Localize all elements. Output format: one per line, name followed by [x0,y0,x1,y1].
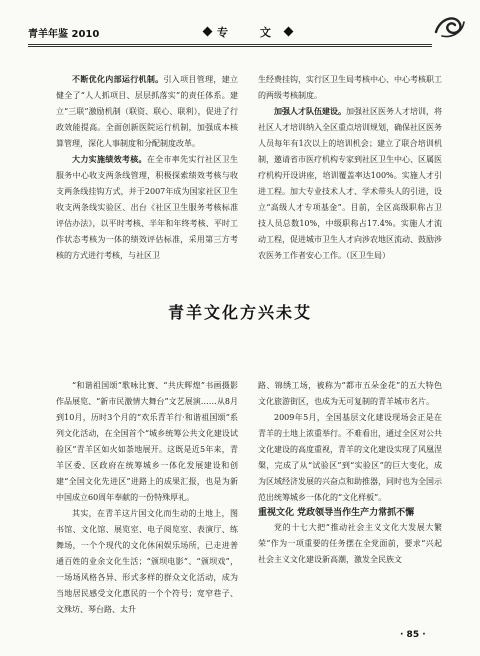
article-title: 青羊文化方兴未艾 [167,303,312,322]
section-label: 专 文 [204,24,292,40]
paragraph: 其实，在青羊这片国文化而生动的土地上，图书馆、文化馆、展览室、电子阅览室、表演厅、练舞场，一个个现代的文化休闲娱乐场所，已走进普通百姓的业余文化生活；“颁坝电影”、“颁坝戏”，一场场风格各异、形式多样的群众文化活动，成为当地居民感受文化惠民的一个个符号；宽窄巷子、文殊坊、琴台路、太升 [56,509,238,614]
paragraph: 党的十七大把“推动社会主义文化大发展大繁荣”作为一项重要的任务摆在全党面前，要求“兴起社会主义文化建设新高潮，激发全民族文 [258,523,442,564]
paragraph-text: 引入项目管理，建立健全了“人人抓项目、层层抓落实”的责任体系。建立“三联”激励机制（联资、联心、联利），促进了行政效能提高。全面创新医院运行机制，加强成本核算管理，深化人事制度和分配制度改革。 [56,75,239,148]
paragraph [56,152,238,264]
paragraph-text: 在全市率先实行社区卫生服务中心收支两条线管理，积极探索绩效考核与收支两条线挂钩方式，并于2007年成为国家社区卫生收支两条线实验区、出台《社区卫生服务考核标准评估办法》，以平时考核、半年和年终考核、平时工作状态考核为一体的绩效评估标准，采用第三方考核的方式进行考核，与社区卫 [56,155,239,260]
paragraph [258,104,442,264]
top-left-column [56,72,238,264]
running-header [28,18,432,47]
top-right-column [258,72,442,264]
paragraph: 路、锦绣工场，被称为“都市五朵金花”的五大特色文化旅游街区，也成为无可复制的青羊城市名片。 [258,381,442,406]
paragraph-lead: 大力实施绩效考核。 [72,155,147,164]
yearbook-title: 青羊年鉴 2010 [28,29,100,40]
paragraph-lead: 加强人才队伍建设。 [274,107,346,116]
bottom-right-column [258,378,442,568]
bottom-left-column [56,378,238,618]
section-heading: 重视文化 党政领导当作生产力常抓不懈 [258,508,415,518]
paragraph-lead: 不断优化内部运行机制。 [72,75,164,84]
paragraph-text: 加强社区医务人才培训，将社区人才培训纳入全区重点培训规划，确保社区医务人员每年有1次以上的培训机会；建立了联合培训机制，邀请省市医疗机构专家到社区卫生中心、区属医疗机构开设讲座，培训覆盖率达100%。实施人才引进工程。加大专业技术人才、学术带头人的引进，设立“高级人才专项基金”。目前，全区高级职称占卫技人员总数10%，中级职称占17.4%。实施人才流动工程，促进城市卫生人才向涉农地区流动、鼓励涉农医务工作者安心工作。（区卫生局） [258,107,442,260]
page-number: · 85 · [400,630,426,640]
paragraph: 生经费挂钩，实行区卫生局考核中心、中心考核职工的两级考核制度。 [258,75,442,100]
paragraph: “和谐祖国颂”歌咏比赛、“共庆辉煌”书画摄影作品展览、“新市民激情大舞台”文艺展演……从8月到10月，历时3个月的“欢乐青羊行·和谐祖国颂”系列文化活动，在全国首个“城乡统筹公共文化建设试验区”青羊区如火如荼地展开。这既是近5年来，青羊区委、区政府在统筹城乡一体化发展建设和创建“全国文化先进区”进路上的成果汇报，也是为新中国成立60周年奉献的一份特殊厚礼。 [56,381,238,502]
paragraph [56,72,238,152]
paragraph: 2009年5月，全国基层文化建设现场会正是在青羊的土地上浓重举行。不难看出，通过全区对公共文化建设的高度重视，青羊的文化建设实现了风凰涅槃，完成了从“试验区”到“实验区”的巨大变化，成为区域经济发展的兴奋点和助推器，同时也为全国示范出统筹城乡一体化的“文化样板”。 [258,413,442,502]
swirl-logo-icon [432,10,466,40]
